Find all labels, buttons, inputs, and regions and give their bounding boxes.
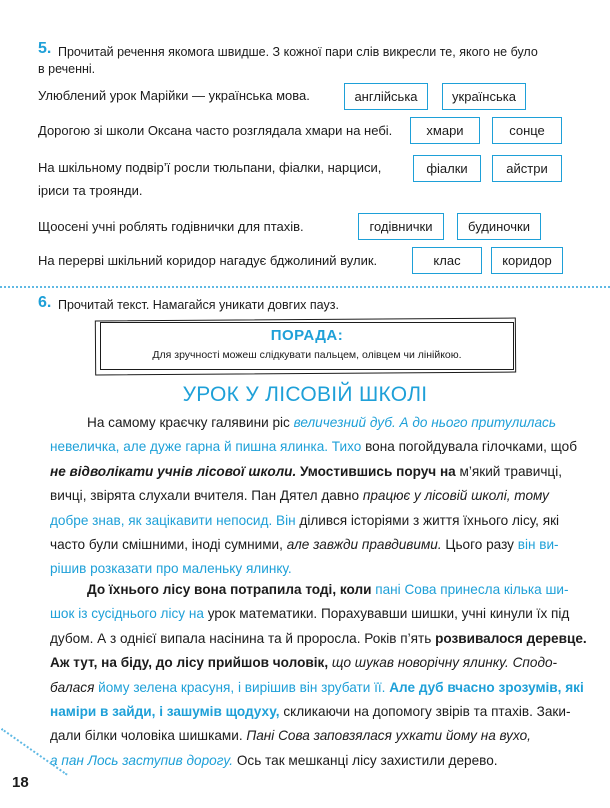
story-segment: наміри в зайди, і зашумів щодуху, [50,704,280,720]
story-line [50,484,565,508]
story-paragraph-1 [50,411,578,582]
story-segment: не відволікати учнів лісової школи. [50,463,297,479]
story-segment: скликаючи на допомогу звірів та птахів. Заки- [279,704,571,720]
task-5-number: 5. [38,40,52,57]
story-segment: балася [50,679,95,695]
sentence-1: Улюблений урок Марійки — українська мова. [38,88,310,103]
word-option-3a[interactable]: фіалки [413,155,481,182]
word-option-5a[interactable]: клас [412,247,482,274]
story-segment: ділився історіями з життя їхнього лісу, які [295,512,560,528]
story-line [50,700,571,724]
story-segment: він ви- [517,537,559,553]
story-segment: але завжди правдивими. [286,537,442,553]
story-segment: Ось так мешканці лісу захистили дерево. [233,752,498,768]
story-segment: Умостившись поруч на [296,463,460,479]
story-segment: добре знав, як зацікавити непосид. Він [50,512,296,528]
story-title: УРОК У ЛІСОВІЙ ШКОЛІ [182,383,428,406]
task-6-number: 6. [38,294,52,311]
tip-text: Для зручності можеш слідкувати пальцем, олівцем чи лінійкою. [152,349,462,361]
story-line [50,602,570,626]
story-segment: вона погойдувала гілочками, щоб [365,439,578,455]
sentence-3-line1: На шкільному подвір’ї росли тюльпани, фіалки, нарциси, [38,160,382,175]
page-number: 18 [12,774,29,791]
task-5-instruction-line1: Прочитай речення якомога швидше. З кожної пари слів викресли те, якого не було [58,45,538,59]
sentence-5: На перерві шкільний коридор нагадує бджолиний вулик. [38,253,378,268]
word-option-4a[interactable]: годівнички [358,213,444,240]
story-segment: дали білки чоловіка шишками. [50,728,247,744]
story-line [50,578,569,602]
sentence-2: Дорогою зі школи Оксана часто розглядала хмари на небі. [38,123,393,138]
story-line [50,460,565,484]
story-line [50,509,565,533]
story-segment: Пані Сова заповзялася ухкати йому на вухо, [246,728,531,744]
word-option-1b[interactable]: українська [442,83,526,110]
word-option-5b[interactable]: коридор [491,247,563,274]
story-segment: розвивалося деревце. [435,630,587,646]
tip-box [100,322,514,370]
sentence-3-line2: іриси та троянди. [38,183,143,198]
story-segment: шок із сусіднього лісу на [50,606,204,622]
story-segment: величезний дуб. А до нього притулилась [293,415,556,430]
story-segment: м’який травичці, [459,463,562,479]
story-segment: Цього разу [441,537,518,553]
story-segment: а пан Лось заступив дорогу. [50,752,234,768]
story-segment: невеличка, але дуже гарна й пишна ялинка. Тихо [50,439,366,455]
story-line [50,435,578,459]
story-segment: Але дуб вчасно зрозумів, які [389,679,584,695]
story-line [50,724,565,748]
story-line [50,411,565,435]
story-segment: працює у лісовій школі, тому [362,488,549,504]
story-line [50,676,584,700]
word-option-3b[interactable]: айстри [492,155,562,182]
task-5-instruction-cont: в реченні. [38,62,96,76]
story-line [50,749,565,773]
tip-title: ПОРАДА: [270,327,344,344]
section-divider [0,286,610,288]
story-segment: йому зелена красуня, і вирішив він зрубати її. [94,679,390,695]
story-segment: урок математики. Порахувавши шишки, учні кинули їх під [203,606,570,622]
task-5-instruction [58,44,538,61]
story-segment: що шукав новорічну ялинку. Сподо- [331,655,558,671]
word-option-4b[interactable]: будиночки [457,213,541,240]
story-segment: вичці, звірята слухали вчителя. Пан Дятел давно [50,488,363,504]
word-option-1a[interactable]: англійська [344,83,428,110]
story-paragraph-2 [50,578,587,773]
story-line [50,651,565,675]
story-segment: До їхнього лісу вона потрапила тоді, коли [87,582,376,597]
story-segment: дубом. А з однієї випала насінина та й проросла. Років п’ять [50,630,436,646]
story-segment: Аж тут, на біду, до лісу прийшов чоловік, [50,655,332,671]
task-6-instruction: Прочитай текст. Намагайся уникати довгих пауз. [58,298,339,312]
story-line [50,627,587,651]
story-segment: часто були смішними, іноді сумними, [50,537,287,553]
story-line [50,533,565,557]
word-option-2b[interactable]: сонце [492,117,562,144]
story-segment: На самому краєчку галявини ріс [87,415,294,430]
story-segment: рішив розказати про маленьку ялинку. [50,561,292,577]
story-segment: пані Сова принесла кілька ши- [375,582,569,597]
sentence-4: Щоосені учні роблять годівнички для птахів. [38,219,304,234]
word-option-2a[interactable]: хмари [410,117,480,144]
